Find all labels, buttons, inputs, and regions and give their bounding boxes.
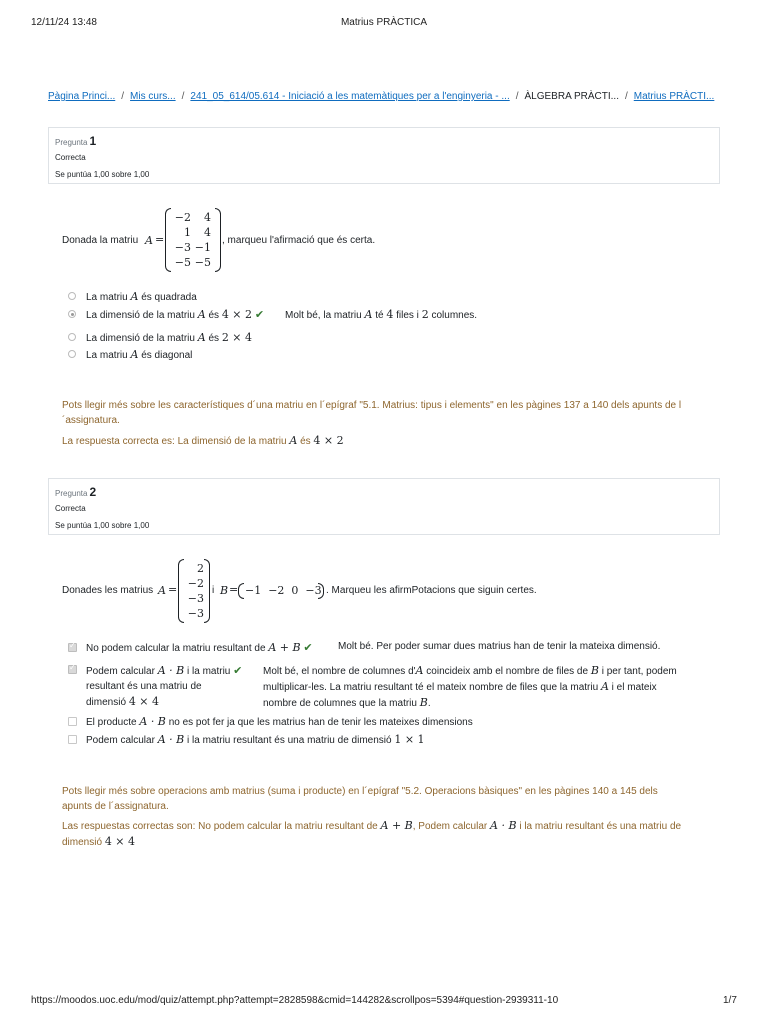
option-feedback: Molt bé. Per poder sumar dues matrius han de tenir la mateixa dimensió. — [338, 641, 661, 652]
math-var: B — [419, 696, 428, 709]
breadcrumb-course-link[interactable]: 241_05_614/05.614 - Iniciació a les matemàtiques per a l'enginyeria - ... — [190, 91, 510, 102]
matrix-cell: 1 — [184, 226, 191, 239]
q2-option-4[interactable] — [86, 733, 425, 746]
conjunction: i — [212, 585, 215, 596]
question-number-value: 1 — [89, 134, 97, 148]
print-datetime: 12/11/24 13:48 — [31, 17, 97, 28]
equals-sign: = — [229, 583, 239, 596]
breadcrumb-separator: / — [121, 91, 125, 102]
option-feedback — [285, 308, 477, 321]
feedback-line: Pots llegir més sobre les característiques d´una matriu en l´epígraf "5.1. Matrius: tipus i elements" en les pàgines 137 a 140 dels apunts de l — [62, 400, 682, 411]
feedback-line: apunts de l´assignatura. — [62, 801, 169, 812]
question-label: Pregunta — [55, 489, 88, 498]
matrix-var: A — [158, 584, 166, 597]
matrix-left-bracket — [238, 583, 244, 599]
breadcrumb-home-link[interactable]: Pàgina Princi... — [48, 91, 116, 102]
breadcrumb-separator: / — [624, 91, 628, 102]
right-answer-text: La respuesta correcta es: La dimensió de la matriu — [62, 436, 287, 447]
math-expression: A · B — [490, 819, 517, 832]
matrix-right-bracket — [215, 208, 221, 272]
correct-check-icon: ✔ — [303, 642, 313, 654]
matrix-var: A — [145, 234, 153, 247]
option-radio[interactable] — [68, 333, 76, 341]
math-var: A — [289, 434, 298, 447]
option-text: resultant és una matriu de — [86, 681, 202, 692]
question-state: Correcta — [55, 504, 86, 513]
math-var: A — [130, 348, 139, 361]
option-text: La matriu — [86, 292, 128, 303]
option-radio[interactable] — [68, 350, 76, 358]
question-number — [55, 134, 96, 148]
matrix-row-values: −1 −2 0 −3 — [245, 584, 322, 597]
feedback-line: Pots llegir més sobre operacions amb matrius (suma i producte) en l´epígraf "5.2. Operacions bàsiques" en les pàgines 140 a 145 dels — [62, 786, 658, 797]
question-number-value: 2 — [89, 485, 97, 499]
matrix-cell: −5 — [194, 256, 211, 269]
right-answer-text: Las respuestas correctas son: No podem calcular la matriu resultant de — [62, 821, 378, 832]
q2-option-3[interactable] — [86, 715, 473, 728]
breadcrumb-separator: / — [181, 91, 185, 102]
matrix-cell: 2 — [197, 562, 204, 575]
breadcrumb-section: ÀLGEBRA PRÀCTI... — [524, 91, 619, 102]
print-title: Matrius PRÀCTICA — [340, 17, 428, 28]
question-2-info — [48, 478, 720, 535]
option-text: La matriu — [86, 350, 128, 361]
right-answer-text: dimensió — [62, 837, 103, 848]
math-var: B — [590, 664, 599, 677]
math-dimension: 1 × 1 — [394, 733, 425, 746]
option-text: La dimensió de la matriu — [86, 333, 195, 344]
print-footer-page: 1/7 — [723, 995, 737, 1006]
option-checkbox-checked[interactable] — [68, 665, 77, 674]
math-var: A — [364, 308, 373, 321]
option-checkbox-checked[interactable] — [68, 643, 77, 652]
breadcrumb — [48, 91, 738, 102]
math-expression: A · B — [139, 715, 166, 728]
feedback-text: nombre de columnes que la matriu — [263, 698, 417, 709]
math-var: A — [415, 664, 424, 677]
question-2-text-before: Donades les matrius — [62, 585, 154, 596]
matrix-cell: 4 — [204, 211, 211, 224]
feedback-text: i per tant, podem — [601, 666, 677, 677]
option-text: La dimensió de la matriu — [86, 310, 195, 321]
matrix-b-row — [238, 583, 326, 599]
math-var: A — [600, 680, 609, 693]
math-expression: A · B — [157, 733, 185, 746]
question-grade: Se puntúa 1,00 sobre 1,00 — [55, 170, 150, 179]
math-number: 4 — [386, 308, 394, 321]
feedback-line: ´assignatura. — [62, 415, 120, 426]
feedback-text: . — [427, 698, 431, 709]
option-text: és quadrada — [141, 292, 197, 303]
general-feedback — [62, 398, 712, 428]
question-1-text-after: , marqueu l'afirmació que és certa. — [222, 235, 376, 246]
option-text: no es pot fer ja que les matrius han de tenir les mateixes dimensions — [168, 717, 473, 728]
feedback-text: té — [375, 310, 384, 321]
matrix-cell: −2 — [174, 211, 191, 224]
option-3[interactable] — [86, 331, 252, 344]
math-dimension: 4 × 2 — [221, 308, 253, 321]
matrix-right-bracket — [204, 559, 210, 623]
feedback-text: Molt bé, la matriu — [285, 310, 362, 321]
math-expression: A + B — [268, 641, 301, 654]
math-var: A — [197, 308, 206, 321]
option-checkbox[interactable] — [68, 717, 77, 726]
breadcrumb-my-courses-link[interactable]: Mis curs... — [130, 91, 176, 102]
option-feedback — [263, 663, 677, 711]
option-text: No podem calcular la matriu resultant de — [86, 643, 266, 654]
option-text: Podem calcular — [86, 666, 155, 677]
correct-check-icon: ✔ — [233, 665, 243, 677]
question-grade: Se puntúa 1,00 sobre 1,00 — [55, 521, 150, 530]
matrix-a — [165, 208, 221, 272]
question-1-info — [48, 127, 720, 184]
print-footer-url: https://moodos.uoc.edu/mod/quiz/attempt.php?attempt=2828598&cmid=144282&scrollpos=5394#question-2939311-10 — [31, 995, 559, 1006]
option-radio-selected[interactable] — [68, 310, 76, 318]
matrix-var: B — [220, 584, 229, 597]
correct-check-icon: ✔ — [254, 309, 265, 321]
question-2-text-after: . Marqueu les afirmPotacions que siguin certes. — [326, 585, 537, 596]
equals-sign: = — [155, 233, 165, 246]
question-1-text-before: Donada la matriu — [62, 235, 139, 246]
feedback-text: multiplicar-les. La matriu resultant té el mateix nombre de files que la matriu — [263, 682, 599, 693]
option-text: és — [208, 310, 220, 321]
option-text: Podem calcular — [86, 735, 155, 746]
math-number: 2 — [421, 308, 429, 321]
matrix-cell: −5 — [174, 256, 191, 269]
option-2[interactable] — [86, 308, 264, 321]
option-text: El producte — [86, 717, 137, 728]
equals-sign: = — [168, 583, 178, 596]
matrix-cell: −3 — [187, 592, 204, 605]
option-text: i la matriu resultant és una matriu de dimensió — [187, 735, 392, 746]
right-answer-text: , Podem calcular — [412, 821, 488, 832]
q2-option-1[interactable] — [86, 641, 313, 654]
math-expression: A · B — [157, 664, 185, 677]
breadcrumb-quiz-link[interactable]: Matrius PRÀCTI... — [633, 91, 715, 102]
right-answer — [62, 433, 344, 449]
math-var: A — [197, 331, 206, 344]
right-answer-text: i la matriu resultant és una matriu de — [519, 821, 682, 832]
feedback-text: i el mateix — [611, 682, 657, 693]
matrix-cell: −2 — [187, 577, 204, 590]
option-text: dimensió — [86, 697, 127, 708]
math-expression: A + B — [380, 819, 413, 832]
question-state: Correcta — [55, 153, 86, 162]
math-dimension: 2 × 4 — [221, 331, 253, 344]
math-dimension: 4 × 4 — [128, 695, 160, 708]
question-label: Pregunta — [55, 138, 88, 147]
feedback-text: files i — [396, 310, 419, 321]
feedback-text: columnes. — [431, 310, 478, 321]
right-answer-text: és — [300, 436, 311, 447]
option-text: és — [208, 333, 220, 344]
matrix-cell: −3 — [187, 607, 204, 620]
feedback-text: Molt bé, el nombre de columnes d' — [263, 666, 416, 677]
math-var: A — [130, 290, 139, 303]
option-text: i la matriu — [187, 666, 231, 677]
option-text: és diagonal — [141, 350, 193, 361]
math-dimension: 4 × 4 — [104, 835, 136, 848]
question-number — [55, 485, 96, 499]
math-dimension: 4 × 2 — [313, 434, 344, 447]
option-radio[interactable] — [68, 292, 76, 300]
feedback-text: coincideix amb el nombre de files de — [426, 666, 589, 677]
option-4[interactable] — [86, 348, 192, 361]
matrix-a-column — [178, 559, 210, 623]
matrix-right-bracket — [318, 583, 324, 599]
matrix-cell: 4 — [204, 226, 211, 239]
general-feedback — [62, 784, 712, 814]
option-checkbox[interactable] — [68, 735, 77, 744]
q2-option-2[interactable] — [86, 663, 242, 710]
matrix-cell: −3 — [174, 241, 191, 254]
matrix-cell: −1 — [194, 241, 211, 254]
right-answers — [62, 818, 722, 850]
option-1[interactable] — [86, 290, 197, 303]
breadcrumb-separator: / — [515, 91, 519, 102]
